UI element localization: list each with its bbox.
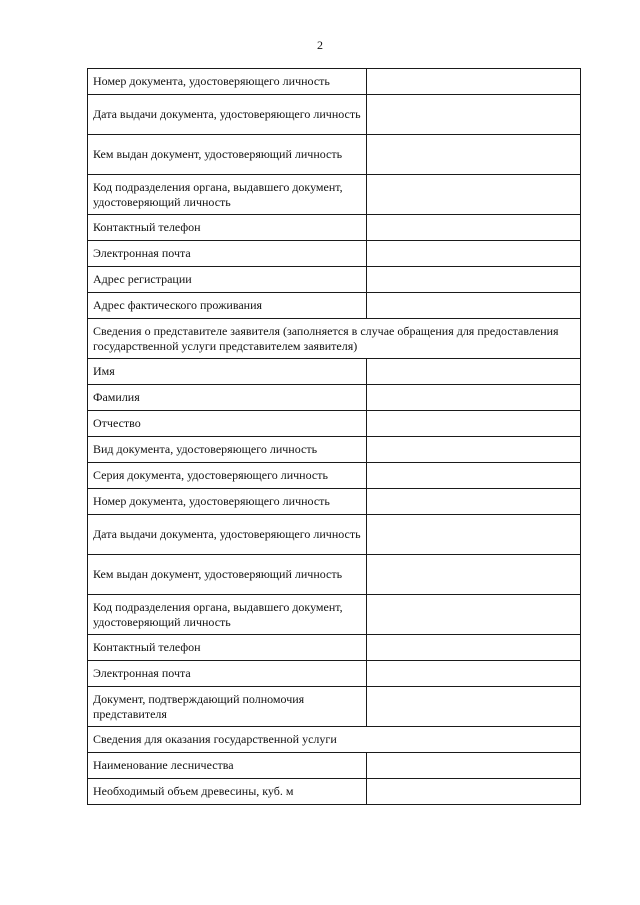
field-label: Наименование лесничества: [88, 753, 367, 779]
form-field-row: [88, 779, 581, 805]
section-header-label: Сведения для оказания государственной услуги: [88, 727, 581, 753]
field-label: Серия документа, удостоверяющего личность: [88, 463, 367, 489]
field-value-cell[interactable]: [367, 489, 581, 515]
field-label: Дата выдачи документа, удостоверяющего личность: [88, 515, 367, 555]
field-label: Электронная почта: [88, 241, 367, 267]
field-value-cell[interactable]: [367, 385, 581, 411]
field-value-cell[interactable]: [367, 359, 581, 385]
field-value-cell[interactable]: [367, 687, 581, 727]
form-field-row: [88, 635, 581, 661]
field-value-cell[interactable]: [367, 779, 581, 805]
form-field-row: [88, 595, 581, 635]
field-value-cell[interactable]: [367, 555, 581, 595]
field-label: Кем выдан документ, удостоверяющий личность: [88, 555, 367, 595]
form-field-row: [88, 437, 581, 463]
field-value-cell[interactable]: [367, 753, 581, 779]
form-field-row: [88, 175, 581, 215]
field-label: Адрес регистрации: [88, 267, 367, 293]
form-field-row: [88, 753, 581, 779]
field-label: Вид документа, удостоверяющего личность: [88, 437, 367, 463]
field-label: Адрес фактического проживания: [88, 293, 367, 319]
form-field-row: [88, 555, 581, 595]
field-value-cell[interactable]: [367, 595, 581, 635]
field-value-cell[interactable]: [367, 635, 581, 661]
form-field-row: [88, 661, 581, 687]
form-field-row: [88, 241, 581, 267]
form-field-row: [88, 215, 581, 241]
field-value-cell[interactable]: [367, 463, 581, 489]
field-label: Номер документа, удостоверяющего личность: [88, 489, 367, 515]
field-value-cell[interactable]: [367, 95, 581, 135]
form-field-row: [88, 135, 581, 175]
field-value-cell[interactable]: [367, 661, 581, 687]
form-table-body: [88, 69, 581, 805]
field-label: Кем выдан документ, удостоверяющий личность: [88, 135, 367, 175]
form-field-row: [88, 267, 581, 293]
form-field-row: [88, 69, 581, 95]
section-header-row: [88, 727, 581, 753]
section-header-label: Сведения о представителе заявителя (заполняется в случае обращения для предоставления государственной услуги представителем заявителя): [88, 319, 581, 359]
field-label: Номер документа, удостоверяющего личность: [88, 69, 367, 95]
application-form-table: [87, 68, 581, 805]
form-field-row: [88, 385, 581, 411]
field-label: Код подразделения органа, выдавшего документ, удостоверяющий личность: [88, 175, 367, 215]
field-label: Необходимый объем древесины, куб. м: [88, 779, 367, 805]
field-value-cell[interactable]: [367, 293, 581, 319]
field-value-cell[interactable]: [367, 411, 581, 437]
field-label: Отчество: [88, 411, 367, 437]
field-label: Контактный телефон: [88, 635, 367, 661]
form-field-row: [88, 95, 581, 135]
field-value-cell[interactable]: [367, 175, 581, 215]
form-field-row: [88, 359, 581, 385]
field-label: Имя: [88, 359, 367, 385]
field-value-cell[interactable]: [367, 437, 581, 463]
field-value-cell[interactable]: [367, 69, 581, 95]
form-field-row: [88, 463, 581, 489]
field-value-cell[interactable]: [367, 267, 581, 293]
field-label: Контактный телефон: [88, 215, 367, 241]
form-field-row: [88, 293, 581, 319]
field-value-cell[interactable]: [367, 215, 581, 241]
field-value-cell[interactable]: [367, 135, 581, 175]
form-field-row: [88, 411, 581, 437]
page-number: 2: [317, 38, 323, 52]
section-header-row: [88, 319, 581, 359]
field-label: Дата выдачи документа, удостоверяющего личность: [88, 95, 367, 135]
form-field-row: [88, 489, 581, 515]
field-value-cell[interactable]: [367, 515, 581, 555]
form-field-row: [88, 515, 581, 555]
field-label: Фамилия: [88, 385, 367, 411]
field-label: Электронная почта: [88, 661, 367, 687]
field-label: Код подразделения органа, выдавшего документ, удостоверяющий личность: [88, 595, 367, 635]
form-field-row: [88, 687, 581, 727]
field-value-cell[interactable]: [367, 241, 581, 267]
field-label: Документ, подтверждающий полномочия представителя: [88, 687, 367, 727]
